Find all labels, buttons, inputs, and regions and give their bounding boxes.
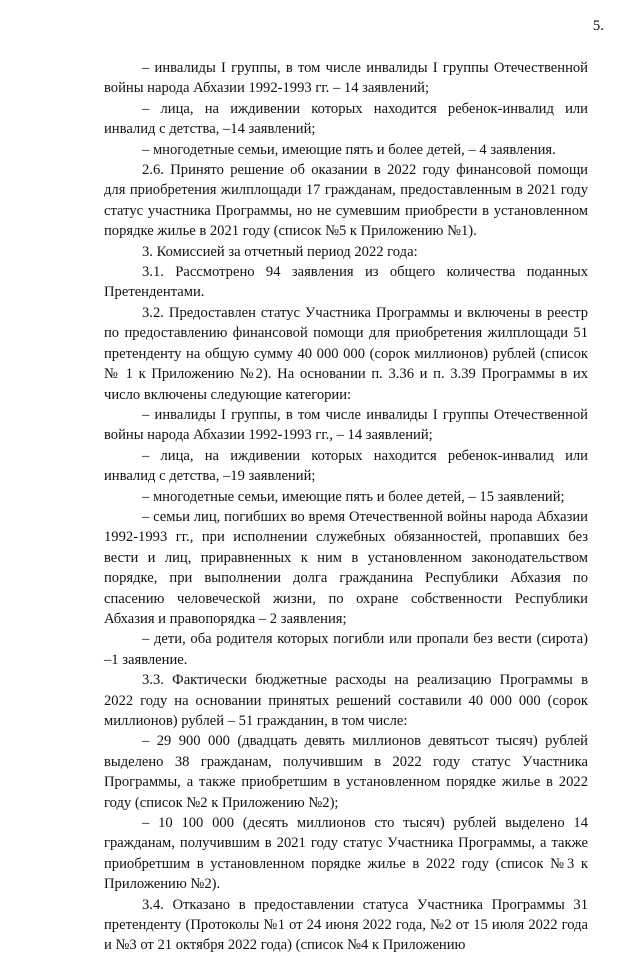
paragraph: – дети, оба родителя которых погибли или пропали без вести (сирота) –1 заявление. [104, 631, 588, 668]
paragraph: – 10 100 000 (десять миллионов сто тысяч) рублей выделено 14 гражданам, получившим в 2021 году статус Участника Программы, а также приобретшим в установленном порядке жилье в 2022 году (список №3 к Приложению №2). [104, 815, 588, 893]
document-body [104, 58, 588, 956]
paragraph: 3.1. Рассмотрено 94 заявления из общего количества поданных Претендентами. [104, 264, 588, 301]
paragraph: 3.4. Отказано в предоставлении статуса Участника Программы 31 претенденту (Протоколы №1 от 24 июня 2022 года, №2 от 15 июля 2022 года и №3 от 21 октября 2022 года) (список №4 к Приложению [104, 896, 588, 954]
paragraph: 2.6. Принято решение об оказании в 2022 году финансовой помощи для приобретения жилплощади 17 гражданам, предоставленным в 2021 году статус участника Программы, но не сумевшим приобрести в установленном порядке жилье в 2021 году (список №5 к Приложению №1). [104, 162, 588, 240]
paragraph: 3. Комиссией за отчетный период 2022 года: [142, 243, 418, 260]
paragraph: 3.2. Предоставлен статус Участника Программы и включены в реестр по предоставлению финансовой помощи для приобретения жилплощади 51 претенденту на общую сумму 40 000 000 (сорок миллионов) рублей (список № 1 к Приложению №2). На основании п. 3.36 и п. 3.39 Программы в их число включены следующие категории: [104, 304, 588, 403]
paragraph: – семьи лиц, погибших во время Отечественной войны народа Абхазии 1992-1993 гг., при исполнении служебных обязанностей, пропавших без вести и лиц, приравненных к ним в установленном законодательством порядке, при выполнении долга гражданина Республики Абхазия по спасению человеческой жизни, по охране собственности Республики Абхазия и правопорядка – 2 заявления; [104, 508, 588, 627]
paragraph: – инвалиды I группы, в том числе инвалиды I группы Отечественной войны народа Абхазии 1992-1993 гг. – 14 заявлений; [104, 60, 588, 97]
page-number: 5. [592, 18, 604, 34]
paragraph: – лица, на иждивении которых находится ребенок-инвалид или инвалид с детства, –14 заявлений; [104, 100, 588, 138]
paragraph: – инвалиды I группы, в том числе инвалиды I группы Отечественной войны народа Абхазии 1992-1993 гг., – 14 заявлений; [104, 406, 588, 444]
paragraph: – многодетные семьи, имеющие пять и более детей, – 4 заявления. [142, 141, 556, 158]
paragraph: – многодетные семьи, имеющие пять и более детей, – 15 заявлений; [142, 488, 565, 505]
paragraph: – 29 900 000 (двадцать девять миллионов девятьсот тысяч) рублей выделено 38 гражданам, получившим в 2022 году статус Участника Программы, а также приобретшим в установленном порядке жилье в 2022 году (список №2 к Приложению №2); [104, 733, 588, 811]
paragraph: – лица, на иждивении которых находится ребенок-инвалид или инвалид с детства, –19 заявлений; [104, 447, 588, 485]
paragraph: 3.3. Фактически бюджетные расходы на реализацию Программы в 2022 году на основании принятых решений составили 40 000 000 (сорок миллионов) рублей – 51 гражданин, в том числе: [104, 672, 588, 729]
